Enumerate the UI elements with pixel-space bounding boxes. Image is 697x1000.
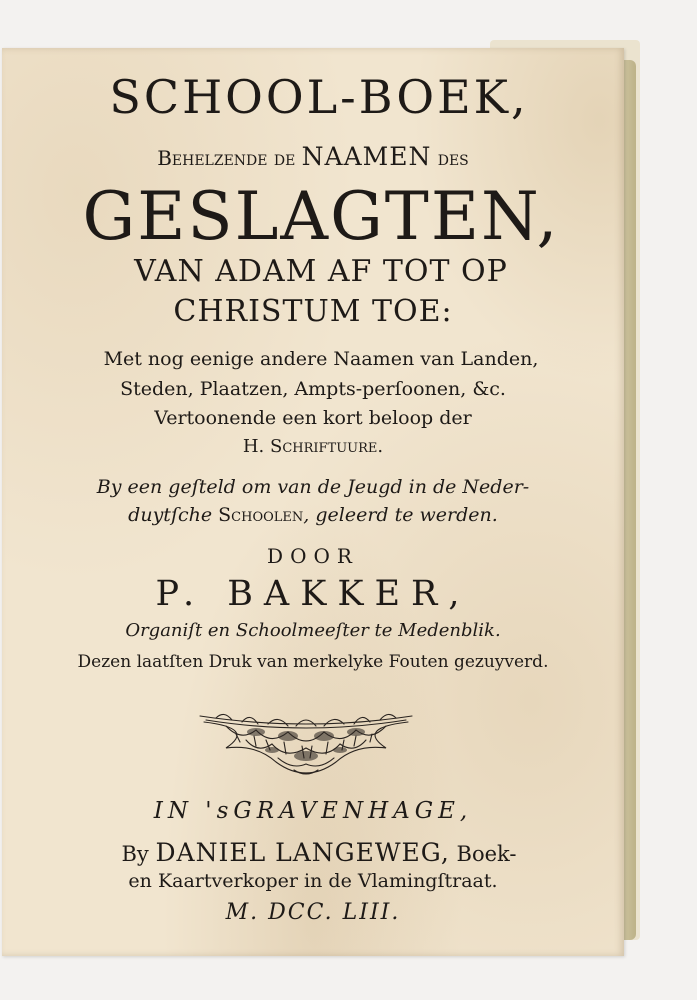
purpose-line-2-a: duytſche <box>128 504 213 526</box>
body-line-4 <box>2 436 624 457</box>
body-line-4-main: Schriftuure. <box>270 436 384 457</box>
headline: GESLAGTEN, <box>82 178 560 255</box>
purpose-line-2-c: , geleerd te werden. <box>303 504 498 526</box>
by-label: DOOR <box>267 544 359 568</box>
body-line-2: Steden, Plaatzen, Ampts-perſoonen, &c. <box>120 378 506 400</box>
subtitle-suffix: des <box>437 146 469 170</box>
author-name: P. BAKKER, <box>155 574 471 614</box>
author-role: Organiſt en Schoolmeeſter te Medenblik. <box>125 620 501 641</box>
line-christum: CHRISTUM TOE: <box>173 294 453 329</box>
place-of-publication: IN 'sGRAVENHAGE, <box>153 798 473 824</box>
publication-year: M. DCC. LIII. <box>225 900 401 925</box>
line-adam: VAN ADAM AF TOT OP <box>134 254 508 289</box>
purpose-line-2 <box>2 504 624 526</box>
body-line-1: Met nog eenige andere Naamen van Landen, <box>103 348 539 370</box>
subtitle-line <box>2 142 624 171</box>
printer-suffix: Boek- <box>456 842 517 866</box>
printer-name: DANIEL LANGEWEG, <box>155 838 450 867</box>
subtitle-main: NAAMEN <box>301 142 432 171</box>
purpose-line-2-b: Schoolen <box>218 504 304 526</box>
subtitle-prefix: Behelzende de <box>157 146 296 170</box>
printer-line-1 <box>8 838 630 867</box>
edition-note: Dezen laatſten Druk van merkelyke Fouten gezuyverd. <box>77 652 549 672</box>
body-line-3: Vertoonende een kort beloop der <box>154 407 472 429</box>
purpose-line-1: By een geſteld om van de Jeugd in de Neder- <box>96 476 530 498</box>
printer-line-2: en Kaartverkoper in de Vlamingſtraat. <box>128 870 498 892</box>
title-page <box>2 48 624 956</box>
floral-ornament <box>196 706 416 782</box>
printer-prefix: By <box>121 842 149 866</box>
book-title: SCHOOL-BOEK, <box>109 70 529 124</box>
body-line-4-prefix: H. <box>242 436 265 457</box>
